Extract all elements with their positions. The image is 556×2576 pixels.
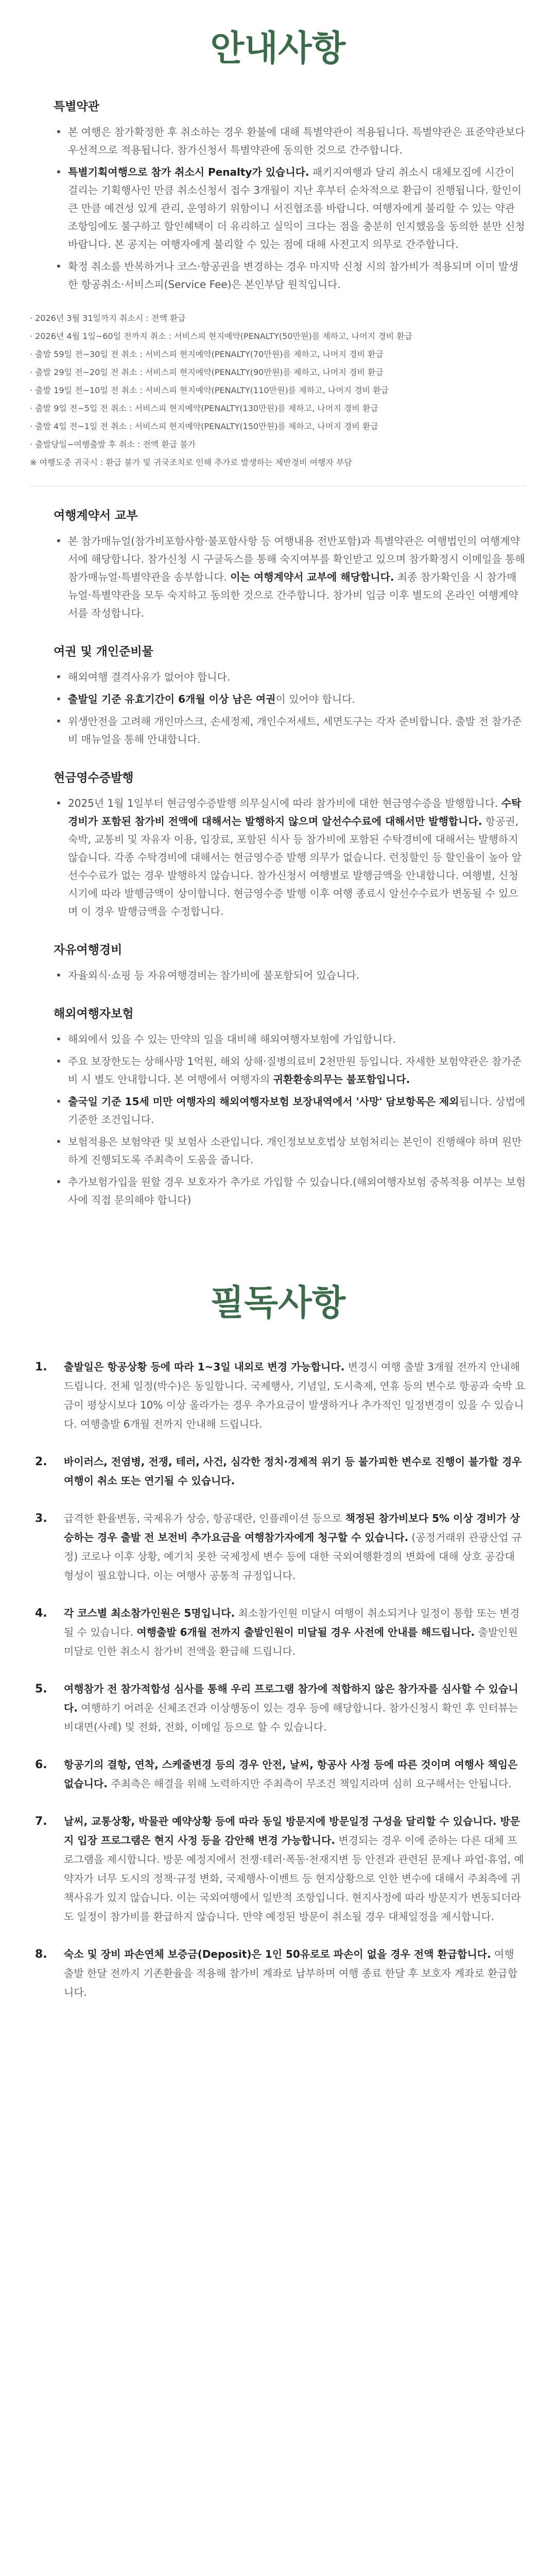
receipt-list: [30, 794, 526, 921]
list-item: • 출국일 기준 15세 미만 여행자의 해외여행자보험 보장내역에서 '사망' 담보항목은 제외됩니다. 상법에 기준한 조건입니다.: [54, 1093, 526, 1129]
list-item: 7. 날씨, 교통상황, 박물관 예약상황 등에 따라 동일 방문지에 방문일정 구성을 달리할 수 있습니다. 방문지 입장 프로그램은 현지 사정 등을 감안해 변경 가능합니다. 변경되는 경우 이에 준하는 다른 대체 프로그램을 제시합니다. 방문 예정지에서 전쟁·테러·폭동·천재지변 등 안전과 관련된 문제나 파업·휴업, 예약자가 너무 도시의 정책·규정 변화, 국제행사·이벤트 등 현지상황으로 인한 변수에 대해서 주최측에 귀책사유가 있지 않습니다. 이는 국외여행에서 일반적 조항입니다. 현지사정에 따라 방문지가 변동되더라도 일정이 참가비를 환급하지 않습니다. 만약 예정된 방문이 취소될 경우 대체일정을 제시합니다.: [35, 1815, 524, 1923]
cancel-line: · 출발당일~여행출발 후 취소 : 전액 환급 불가: [30, 439, 196, 449]
list-item: 3. 급격한 환율변동, 국제유가 상승, 항공대란, 인플레이션 등으로 책정된 참가비보다 5% 이상 경비가 상승하는 경우 출발 전 보전비 추가요금을 여행참가자에게 청구할 수 있습니다. (공정거래위 관광산업 규정) 코로나 이후 상황, 예기치 못한 국제정세 변수 등에 대한 국외여행환경의 변화에 대해 상호 공감대 형성이 필요합니다. 이는 여행사 공통적 규정입니다.: [35, 1512, 522, 1582]
cancel-schedule: [30, 309, 526, 471]
list-item: 8. 숙소 및 장비 파손연체 보증금(Deposit)은 1인 50유로로 파손이 없을 경우 전액 환급합니다. 여행 출발 한달 전까지 기존환율을 적용해 참가비 계좌로 납부하며 여행 종료 한달 후 보호자 계좌로 환급합니다.: [35, 1948, 518, 1998]
list-item: • 위생안전을 고려해 개인마스크, 손세정제, 개인수저세트, 세면도구는 각자 준비합니다. 출발 전 참가준비 매뉴얼을 통해 안내합니다.: [54, 713, 526, 749]
list-item: 5. 여행참가 전 참가적합성 심사를 통해 우리 프로그램 참가에 적합하지 않은 참가자를 심사할 수 있습니다. 여행하기 어려운 신체조건과 이상행동이 있는 경우 등에 해당합니다. 참가신청시 확인 후 인터뷰는 비대면(사례) 및 전화, 전화, 이메일 등으로 할 수 있습니다.: [35, 1683, 518, 1733]
list-item: • 본 참가매뉴얼(참가비포함사항·불포함사항 등 여행내용 전반포함)과 특별약관은 여행법인의 여행계약서에 해당합니다. 참가신청 시 구글독스를 통해 숙지여부를 확인받고 있으며 참가확정시 이메일을 통해 참가매뉴얼·특별약관을 송부합니다. 이는 여행계약서 교부에 해당합니다. 최종 참가확인을 시 참가매뉴얼·특별약관을 모두 숙지하고 동의한 것으로 간주합니다. 참가비 입금 이후 별도의 온라인 여행계약서를 작성합니다.: [54, 532, 526, 622]
list-item: • 자율외식·쇼핑 등 자유여행경비는 참가비에 불포함되어 있습니다.: [54, 967, 526, 985]
cancel-line: · 2026년 4월 1일~60일 전까지 취소 : 서비스피 현지예약(PENALTY(50만원)를 제하고, 나머지 경비 환급: [30, 331, 413, 341]
cancel-line: · 2026년 3월 31일까지 취소시 : 전액 환급: [30, 313, 186, 323]
insurance-list: [30, 1030, 526, 1209]
passport-list: [30, 668, 526, 749]
list-item: • 본 여행은 참가확정한 후 취소하는 경우 환불에 대해 특별약관이 적용됩니다. 특별약관은 표준약관보다 우선적으로 적용됩니다. 참가신청서 특별약관에 동의한 것으로 간주합니다.: [54, 123, 526, 159]
contract-heading: 여행계약서 교부: [54, 509, 138, 522]
list-item: • 2025년 1월 1일부터 현금영수증발행 의무실시에 따라 참가비에 대한 현금영수증을 발행합니다. 수탁경비가 포함된 참가비 전액에 대해서는 발행하지 않으며 알선수수료에 대해서만 발행합니다. 항공권, 숙박, 교통비 및 자유자 이용, 입장료, 포함된 식사 등 참가비에 포함된 수탁경비에 대해서는 발행하지 않습니다. 각종 수탁경비에 대해서는 현금영수증 발행 의무가 없습니다. 런칭할인 등 할인율이 높아 알선수수료가 없는 경우 발행하지 않습니다. 참가신청서 여행별로 발행금액을 안내합니다. 여행별, 신청시기에 따라 발행금액이 상이합니다. 현금영수증 발행 이후 여행 종료시 알선수수료가 변동될 수 있으며 이 경우 발행금액을 수정합니다.: [54, 794, 526, 921]
insurance-heading: 해외여행자보험: [54, 1007, 134, 1021]
list-item: 1. 출발일은 항공상황 등에 따라 1~3일 내외로 변경 가능합니다. 변경시 여행 출발 3개월 전까지 안내해 드립니다. 전체 일정(박수)은 동일합니다. 국제행사, 기념일, 도시축제, 연휴 등의 변수로 항공과 숙박 요금이 평상시보다 10% 이상 올라가는 경우 추가요금이 발생하거나 추가적인 일정변경이 있을 수 있습니다. 여행출발 6개월 전까지 안내해 드립니다.: [35, 1361, 526, 1430]
passport-heading: 여권 및 개인준비물: [54, 645, 153, 658]
special-terms-section: [0, 97, 556, 1209]
cancel-line: · 출발 9일 전~5일 전 취소 : 서비스피 현지예약(PENALTY(130만원)를 제하고, 나머지 경비 환급: [30, 403, 378, 413]
required-title: 필독사항: [210, 1283, 346, 1324]
list-item: • 추가보험가입을 원할 경우 보호자가 추가로 가입할 수 있습니다.(해외여행자보험 중복적용 여부는 보험사에 직접 문의해야 합니다): [54, 1173, 526, 1209]
list-item: • 특별기획여행으로 참가 취소시 Penalty가 있습니다. 패키지여행과 달리 취소시 대체모집에 시간이 걸리는 기획행사인 만큼 취소신청서 접수 3개월이 지난 후부터 순차적으로 환급이 진행됩니다. 할인이 큰 만큼 예견성 있게 관리, 운영하기 위함이니 서진협조를 바랍니다. 여행자에게 불리할 수 있는 약관 조항임에도 불구하고 할인혜택이 더 유리하고 실익이 크다는 점을 충분히 인지했음을 동의한 분만 신청 바랍니다. 본 공지는 여행자에게 불리할 수 있는 점에 대해 사전고지 의무로 간주합니다.: [54, 163, 526, 253]
notice-title: 안내사항: [210, 28, 346, 69]
list-item: • 출발일 기준 유효기간이 6개월 이상 남은 여권이 있어야 합니다.: [54, 690, 526, 708]
list-item: • 해외에서 있을 수 있는 만약의 일을 대비해 해외여행자보험에 가입합니다.: [54, 1030, 526, 1048]
cancel-line: · 출발 4일 전~1일 전 취소 : 서비스피 현지예약(PENALTY(150만원)를 제하고, 나머지 경비 환급: [30, 421, 378, 431]
list-item: • 주요 보장한도는 상해사망 1억원, 해외 상해·질병의료비 2천만원 등입니다. 자세한 보험약관은 참가준비 시 별도 안내합니다. 본 여행에서 여행자의 귀환환송의무는 불포함입니다.: [54, 1053, 526, 1089]
cancel-line: · 출발 59일 전~30일 전 취소 : 서비스피 현지예약(PENALTY(70만원)를 제하고, 나머지 경비 환급: [30, 349, 384, 359]
contract-list: [30, 532, 526, 622]
list-item: • 확정 취소를 반복하거나 코스·항공권을 변경하는 경우 마지막 신청 시의 참가비가 적용되며 이미 발생한 항공취소·서비스피(Service Fee)은 본인부담 원칙입니다.: [54, 258, 526, 294]
optional-heading: 자유여행경비: [54, 943, 123, 957]
cancel-line: ※ 여행도중 귀국시 : 환급 불가 및 귀국조치로 인해 추가로 발생하는 제반경비 여행자 부담: [30, 457, 352, 467]
list-item: 6. 항공기의 결항, 연착, 스케줄변경 등의 경우 안전, 날씨, 항공사 사정 등에 따른 것이며 여행사 책임은 없습니다. 주최측은 해결을 위해 노력하지만 주최측이 무조건 책임지라며 심히 요구해서는 안됩니다.: [35, 1758, 518, 1790]
list-item: • 해외여행 결격사유가 없어야 합니다.: [54, 668, 526, 686]
list-item: • 보험적용은 보험약관 및 보험사 소관입니다. 개인정보보호법상 보험처리는 본인이 진행해야 하며 원만하게 진행되도록 주최측이 도움을 줍니다.: [54, 1133, 526, 1169]
receipt-heading: 현금영수증발행: [54, 771, 134, 785]
optional-list: [30, 967, 526, 985]
special-terms-heading: 특별약관: [54, 100, 99, 113]
required-list: [0, 1358, 556, 2002]
list-item: 2. 바이러스, 전염병, 전쟁, 테러, 사건, 심각한 정치·경제적 위기 등 불가피한 변수로 진행이 불가할 경우 여행이 취소 또는 연기될 수 있습니다.: [35, 1455, 522, 1487]
cancel-line: · 출발 29일 전~20일 전 취소 : 서비스피 현지예약(PENALTY(90만원)를 제하고, 나머지 경비 환급: [30, 367, 384, 377]
list-item: 4. 각 코스별 최소참가인원은 5명입니다. 최소참가인원 미달시 여행이 취소되거나 일정이 통합 또는 변경될 수 있습니다. 여행출발 6개월 전까지 출발인원이 미달될 경우 사전에 안내를 해드립니다. 출발인원 미달로 인한 취소시 참가비 전액을 환급해 드립니다.: [35, 1607, 520, 1657]
cancel-line: · 출발 19일 전~10일 전 취소 : 서비스피 현지예약(PENALTY(110만원)를 제하고, 나머지 경비 환급: [30, 385, 389, 395]
special-terms-list: [30, 123, 526, 294]
